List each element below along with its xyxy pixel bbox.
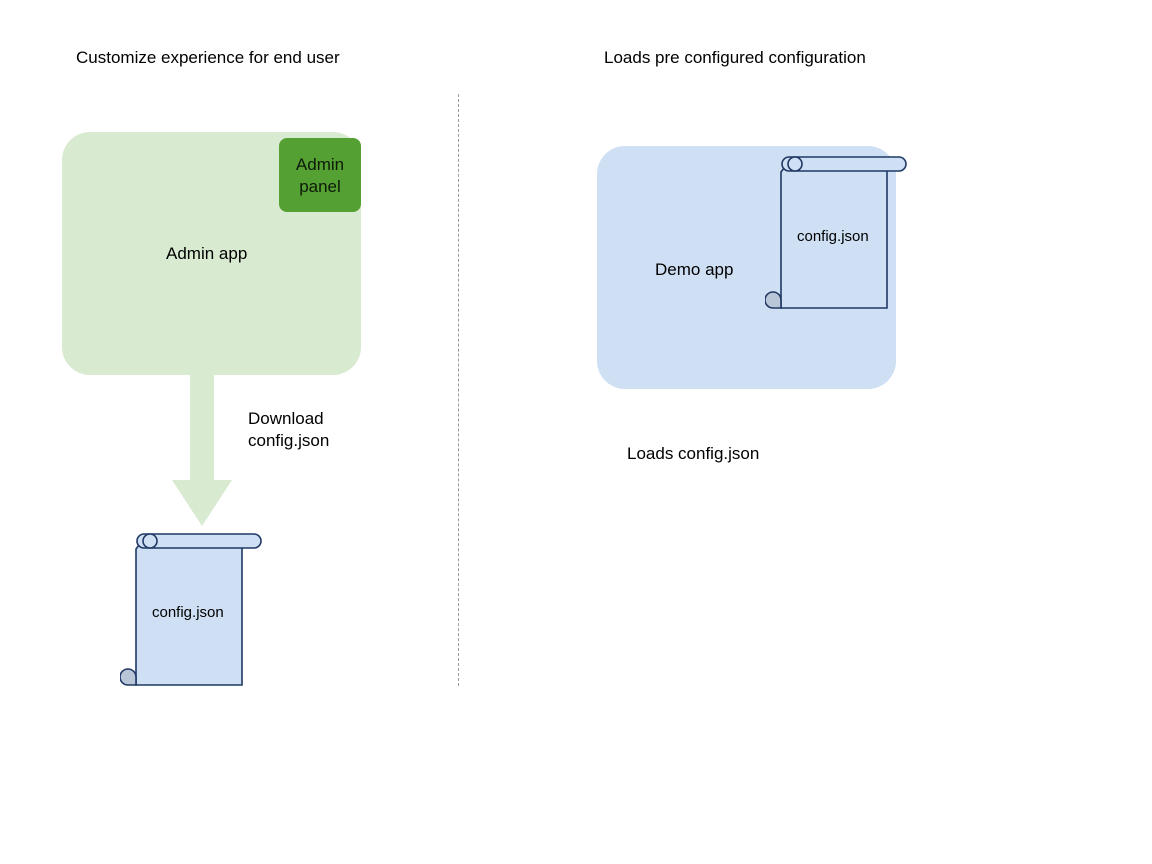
admin-panel-label-line1: Admin [295,155,345,174]
download-arrow-label-line2: config.json [248,431,330,450]
config-json-label-left: config.json [152,604,224,621]
loads-config-caption: Loads config.json [627,444,760,463]
admin-panel-label-line2: panel [299,177,341,196]
admin-panel-box[interactable] [279,138,361,212]
download-arrow-icon [170,370,234,528]
demo-app-label: Demo app [655,260,734,279]
config-json-label-right: config.json [797,228,869,245]
download-arrow-label [248,408,329,452]
vertical-divider [458,94,459,686]
download-arrow-label-line1: Download [248,409,324,428]
heading-right-column: Loads pre configured configuration [604,48,866,67]
admin-panel-label [279,154,361,198]
admin-app-label: Admin app [166,244,248,263]
heading-left-column: Customize experience for end user [76,48,340,67]
